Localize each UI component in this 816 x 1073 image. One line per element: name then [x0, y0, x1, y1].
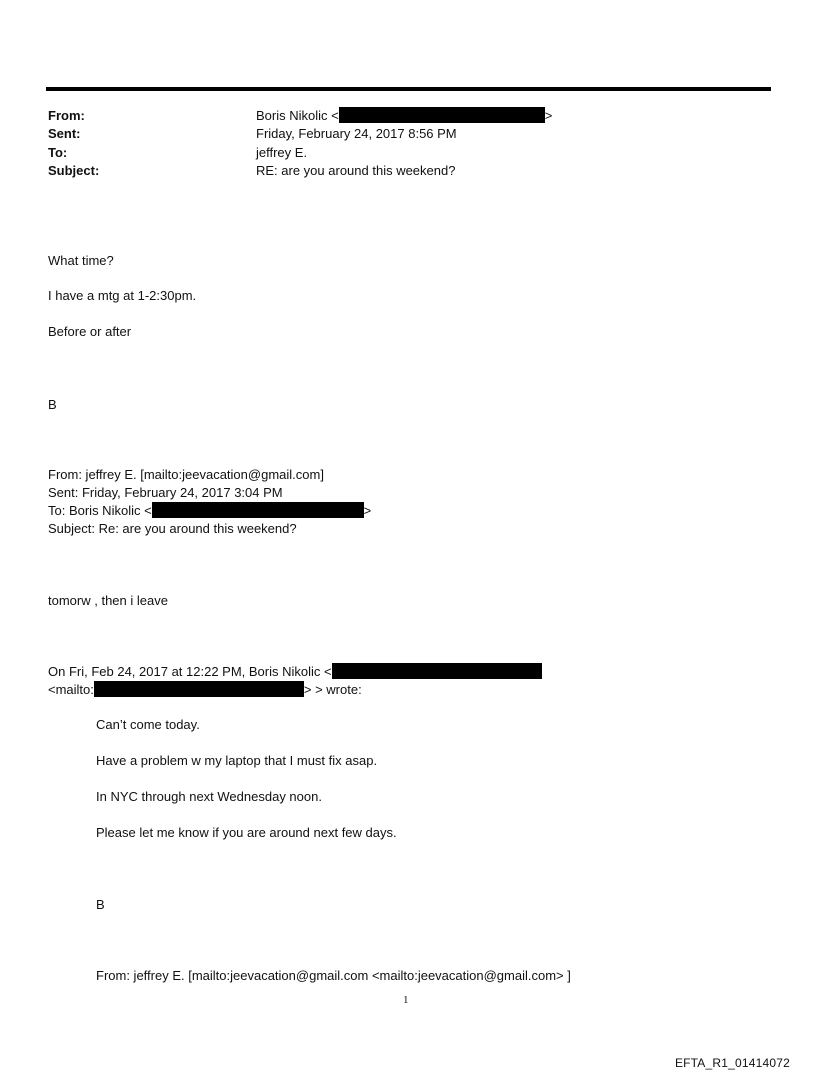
attribution-mailto: <mailto: — [48, 682, 94, 697]
redaction-block — [152, 502, 364, 518]
quoted-from-line: From: jeffrey E. [mailto:jeevacation@gmail.com] — [48, 467, 324, 482]
header-rule — [46, 87, 771, 91]
to-value: jeffrey E. — [256, 145, 308, 160]
quoted-to-line — [48, 502, 371, 520]
quoted-sent-line: Sent: Friday, February 24, 2017 3:04 PM — [48, 485, 283, 500]
bates-number: EFTA_R1_01414072 — [674, 1056, 790, 1070]
reply-signature: B — [48, 397, 57, 412]
from-suffix: > — [544, 108, 553, 123]
quoted-to-prefix: To: Boris Nikolic < — [48, 503, 152, 518]
page-number: 1 — [403, 994, 409, 1006]
reply-line-1: What time? — [48, 253, 114, 268]
subject-label: Subject: — [48, 163, 100, 178]
sent-label: Sent: — [48, 126, 81, 141]
reply-line-3: Before or after — [48, 324, 132, 339]
sent-value: Friday, February 24, 2017 8:56 PM — [256, 126, 457, 141]
nested-line-2: Have a problem w my laptop that I must fix asap. — [96, 753, 378, 768]
redaction-block — [94, 681, 304, 697]
quoted-subject-line: Subject: Re: are you around this weekend? — [48, 521, 297, 536]
redaction-block — [332, 663, 542, 679]
redaction-block — [339, 107, 545, 123]
attribution-line-2 — [48, 681, 362, 699]
quoted-to-suffix: > — [363, 503, 372, 518]
nested-line-3: In NYC through next Wednesday noon. — [96, 789, 322, 804]
attribution-wrote: > > wrote: — [303, 682, 362, 697]
nested-line-1: Can’t come today. — [96, 717, 200, 732]
reply-line-2: I have a mtg at 1-2:30pm. — [48, 288, 197, 303]
to-label: To: — [48, 145, 68, 160]
from-value — [256, 107, 552, 125]
nested-signature: B — [96, 897, 105, 912]
attribution-line-1 — [48, 663, 542, 681]
quoted-body-line-1: tomorw , then i leave — [48, 593, 168, 608]
nested-from-line: From: jeffrey E. [mailto:jeevacation@gmail.com <mailto:jeevacation@gmail.com> ] — [96, 968, 571, 983]
attribution-prefix: On Fri, Feb 24, 2017 at 12:22 PM, Boris Nikolic < — [48, 664, 332, 679]
from-label: From: — [48, 108, 85, 123]
subject-value: RE: are you around this weekend? — [256, 163, 456, 178]
from-name: Boris Nikolic < — [256, 108, 339, 123]
nested-line-4: Please let me know if you are around next few days. — [96, 825, 397, 840]
